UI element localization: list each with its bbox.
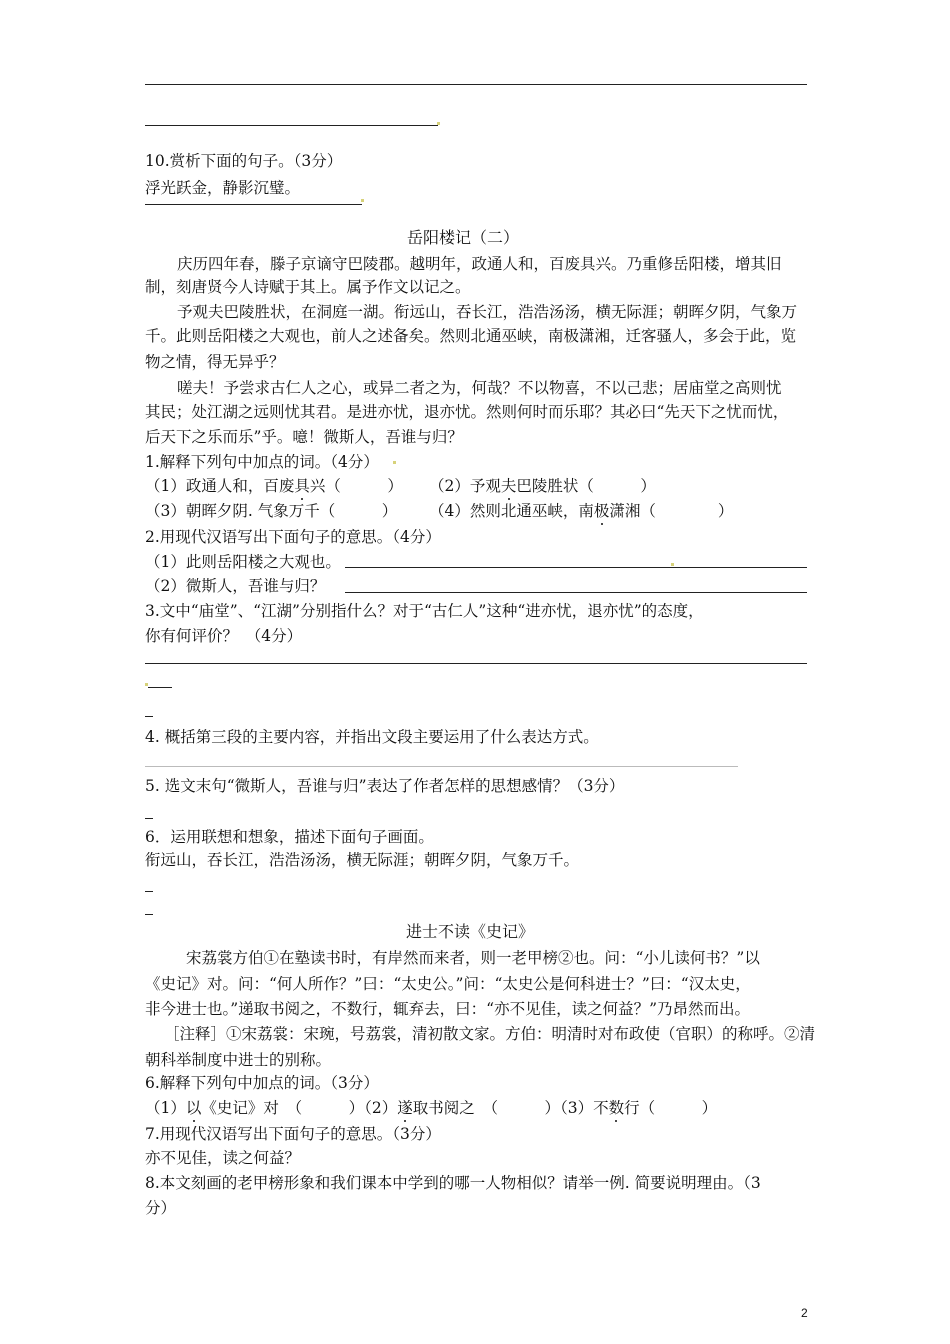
dotted-word: 具	[294, 477, 310, 495]
passage-line: 予观夫巴陵胜状，在洞庭一湖。衔远山，吞长江，浩浩汤汤，横无际涯；朝晖夕阴，气象万	[177, 303, 798, 321]
passage-title: 进士不读《史记》	[406, 922, 535, 941]
question-1-row-2: （3）朝晖夕阴. 气象万千（ ）	[145, 502, 398, 520]
answer-line	[345, 567, 807, 568]
passage-line: 制，刻唐贤今人诗赋于其上。属予作文以记之。	[145, 278, 471, 296]
question-7-sentence: 亦不见佳，读之何益？	[145, 1149, 301, 1167]
passage-line: 《史记》对。问：“何人所作？”曰：“太史公。”问：“太史公是何科进士？”曰：“汉太史，	[145, 975, 751, 993]
answer-line	[145, 716, 153, 717]
scan-mark	[361, 199, 364, 202]
passage-line: 物之情，得无异乎？	[145, 353, 285, 371]
question-1-row-2b: （4）然则北通巫峡，南极潇湘（ ）	[429, 502, 734, 520]
question-6b-items: （1）以《史记》对 （ ）（2）遂取书阅之 （ ）（3）不数行（ ）	[145, 1099, 718, 1117]
dotted-word: 以	[185, 1099, 202, 1117]
answer-line	[145, 84, 807, 85]
answer-line	[145, 663, 807, 664]
question-2-item-2: （2）微斯人，吾谁与归？	[145, 577, 326, 595]
question-7: 7.用现代汉语写出下面句子的意思。（3分）	[145, 1125, 441, 1143]
passage-line: 非今进士也。”递取书阅之，不数行，辄弃去，曰：“亦不见佳，读之何益？”乃昂然而出。	[145, 1000, 751, 1018]
passage-note: 朝科举制度中进士的别称。	[145, 1051, 332, 1069]
question-2: 2.用现代汉语写出下面句子的意思。（4分）	[145, 528, 441, 546]
scan-mark	[393, 461, 396, 464]
page-number: 2	[801, 1306, 808, 1320]
question-6-sentence: 衔远山，吞长江，浩浩汤汤，横无际涯；朝晖夕阴，气象万千。	[145, 851, 580, 869]
scan-mark	[437, 122, 440, 125]
question-4: 4. 概括第三段的主要内容，并指出文段主要运用了什么表达方式。	[145, 728, 599, 746]
question-1: 1.解释下列句中加点的词。（4分）	[145, 453, 379, 471]
scan-mark	[671, 563, 674, 566]
answer-line	[145, 914, 153, 915]
question-1-row-1b: （2）予观夫巴陵胜状（ ）	[429, 477, 656, 495]
passage-title: 岳阳楼记（二）	[407, 228, 520, 247]
question-3-cont: 你有何评价？ （4分）	[145, 627, 303, 645]
answer-line	[145, 818, 153, 819]
passage-note: ［注释］①宋荔裳：宋琬，号荔裳，清初散文家。方伯：明清时对布政使（官职）的称呼。②清	[164, 1025, 816, 1043]
question-8: 8.本文刻画的老甲榜形象和我们课本中学到的哪一人物相似？请举一例. 简要说明理由。（3	[145, 1174, 761, 1192]
answer-line	[145, 766, 738, 767]
dotted-word: 夫	[500, 477, 517, 495]
question-10: 10.赏析下面的句子。（3分）	[145, 152, 343, 170]
item-1: （1）政通人和，百废具兴（ ）	[145, 477, 403, 495]
passage-line: 宋荔裳方伯①在塾读书时，有岸然而来者，则一老甲榜②也。问：“小儿读何书？”以	[186, 949, 760, 967]
question-8-cont: 分）	[145, 1199, 177, 1217]
answer-line	[145, 891, 153, 892]
answer-line	[145, 125, 438, 126]
passage-line: 其民；处江湖之远则忧其君。是进亦忧，退亦忧。然则何时而乐耶？其必曰“先天下之忧而忧，	[145, 403, 789, 421]
question-5: 5. 选文末句“微斯人，吾谁与归”表达了作者怎样的思想感情？（3分）	[145, 777, 625, 795]
passage-line: 千。此则岳阳楼之大观也，前人之述备矣。然则北通巫峡，南极潇湘，迁客骚人，多会于此，览	[145, 327, 797, 345]
question-6b: 6.解释下列句中加点的词。（3分）	[145, 1074, 379, 1092]
passage-line: 庆历四年春，滕子京谪守巴陵郡。越明年，政通人和，百废具兴。乃重修岳阳楼，增其旧	[177, 255, 782, 273]
passage-line: 嗟夫！予尝求古仁人之心，或异二者之为，何哉？不以物喜，不以己悲；居庙堂之高则忧	[177, 379, 782, 397]
dotted-word: 极	[593, 502, 610, 520]
answer-line	[148, 687, 172, 688]
question-1-row-1	[145, 476, 403, 496]
question-3: 3.文中“庙堂”、“江湖”分别指什么？对于“古仁人”这种“进亦忧，退亦忧”的态度，	[145, 602, 704, 620]
dotted-word: 遂	[397, 1099, 413, 1117]
scan-mark	[145, 683, 148, 686]
question-2-item-1: （1）此则岳阳楼之大观也。	[145, 553, 341, 571]
passage-line: 后天下之乐而乐”乎。噫！微斯人，吾谁与归？	[145, 428, 463, 446]
dotted-word: 数	[608, 1099, 625, 1117]
question-10-sentence: 浮光跃金，静影沉璧。	[145, 179, 301, 197]
question-6: 6．运用联想和想象，描述下面句子画面。	[145, 828, 434, 846]
answer-line	[345, 592, 807, 593]
answer-line	[145, 204, 362, 205]
